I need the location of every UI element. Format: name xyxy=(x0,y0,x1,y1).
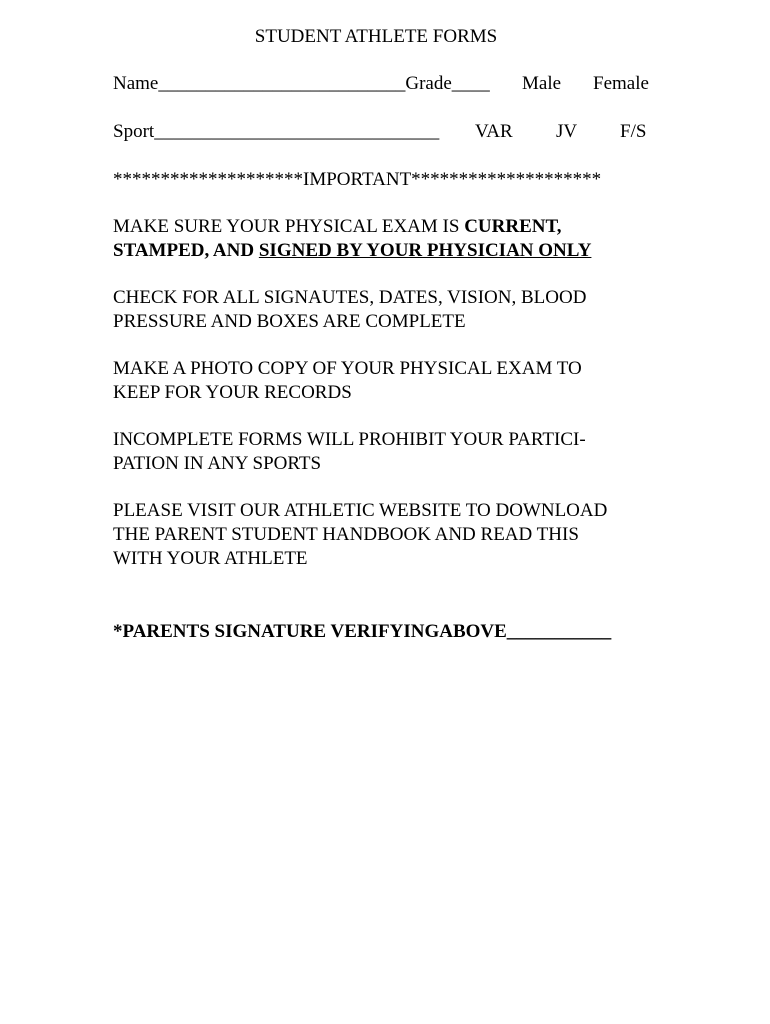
fs-option[interactable]: F/S xyxy=(620,121,647,142)
female-option[interactable]: Female xyxy=(593,73,649,94)
paragraph-line: PRESSURE AND BOXES ARE COMPLETE xyxy=(113,311,466,332)
paragraph-line: CHECK FOR ALL SIGNAUTES, DATES, VISION, BLOOD xyxy=(113,287,587,308)
notice-line-1 xyxy=(113,215,673,239)
sport-row xyxy=(113,120,439,144)
grade-field[interactable]: ____ xyxy=(451,73,490,94)
name-field[interactable]: __________________________ xyxy=(158,73,406,94)
name-label: Name xyxy=(113,73,159,94)
male-option[interactable]: Male xyxy=(522,73,562,94)
paragraph-line: PLEASE VISIT OUR ATHLETIC WEBSITE TO DOWNLOAD xyxy=(113,500,608,521)
parent-signature-field[interactable]: ___________ xyxy=(506,621,612,642)
notice-line-2 xyxy=(113,239,673,263)
page-title: STUDENT ATHLETE FORMS xyxy=(254,26,498,47)
sport-field[interactable]: ______________________________ xyxy=(154,121,440,142)
incomplete-forms-notice xyxy=(113,428,673,476)
notice-bold-text-2: STAMPED, AND xyxy=(113,240,259,261)
physical-exam-notice xyxy=(113,215,673,263)
parent-signature-label: *PARENTS SIGNATURE VERIFYINGABOVE xyxy=(113,621,507,642)
signatures-check-notice xyxy=(113,286,673,334)
name-grade-row xyxy=(113,72,490,96)
paragraph-line: KEEP FOR YOUR RECORDS xyxy=(113,382,352,403)
notice-text: MAKE SURE YOUR PHYSICAL EXAM IS xyxy=(113,216,465,237)
important-banner: ********************IMPORTANT******************** xyxy=(113,169,602,190)
notice-underlined-text: SIGNED BY YOUR PHYSICIAN ONLY xyxy=(258,240,592,261)
jv-option[interactable]: JV xyxy=(556,121,578,142)
paragraph-line: WITH YOUR ATHLETE xyxy=(113,548,308,569)
paragraph-line: PATION IN ANY SPORTS xyxy=(113,453,322,474)
var-option[interactable]: VAR xyxy=(475,121,513,142)
paragraph-line: INCOMPLETE FORMS WILL PROHIBIT YOUR PARTICI- xyxy=(113,429,586,450)
grade-label: Grade xyxy=(405,73,452,94)
paragraph-line: MAKE A PHOTO COPY OF YOUR PHYSICAL EXAM TO xyxy=(113,358,582,379)
photo-copy-notice xyxy=(113,357,673,405)
sport-label: Sport xyxy=(113,121,155,142)
website-notice xyxy=(113,499,673,571)
parent-signature-row xyxy=(113,620,673,644)
notice-bold-text: CURRENT, xyxy=(464,216,562,237)
paragraph-line: THE PARENT STUDENT HANDBOOK AND READ THIS xyxy=(113,524,579,545)
